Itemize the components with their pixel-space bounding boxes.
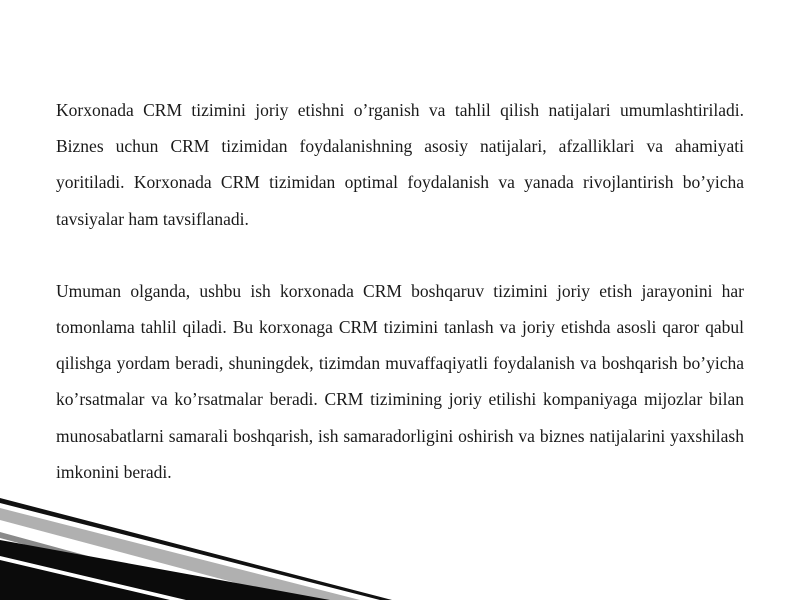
dark-wedge — [0, 540, 330, 600]
gray-stripe — [0, 508, 360, 600]
white-sliver — [0, 556, 186, 600]
gray-stripe-thin — [0, 532, 250, 600]
slide-body — [56, 92, 744, 490]
black-stripe — [0, 498, 392, 600]
paragraph-conclusion: Umuman olganda, ushbu ish korxonada CRM boshqaruv tizimini joriy etish jarayonini har tomonlama tahlil qiladi. Bu korxonaga CRM tizimini tanlash va joriy etishda asosli qaror qabul qilishga yordam beradi, shuningdek, tizimdan muvaffaqiyatli foydalanish va boshqarish bo’yicha ko’rsatmalar va ko’rsatmalar beradi. CRM tizimining joriy etilishi kompaniyaga mijozlar bilan munosabatlarni samarali boshqarish, ish samaradorligini oshirish va biznes natijalarini yaxshilash imkonini beradi. — [56, 280, 744, 482]
paragraph-summary: Korxonada CRM tizimini joriy etishni o’rganish va tahlil qilish natijalari umumlashtiriladi. Biznes uchun CRM tizimidan foydalanishning asosiy natijalari, afzalliklari va ahamiyati yoritiladi. Korxonada CRM tizimidan optimal foydalanish va yanada rivojlantirish bo’yicha tavsiyalar ham tavsiflanadi. — [56, 100, 744, 229]
